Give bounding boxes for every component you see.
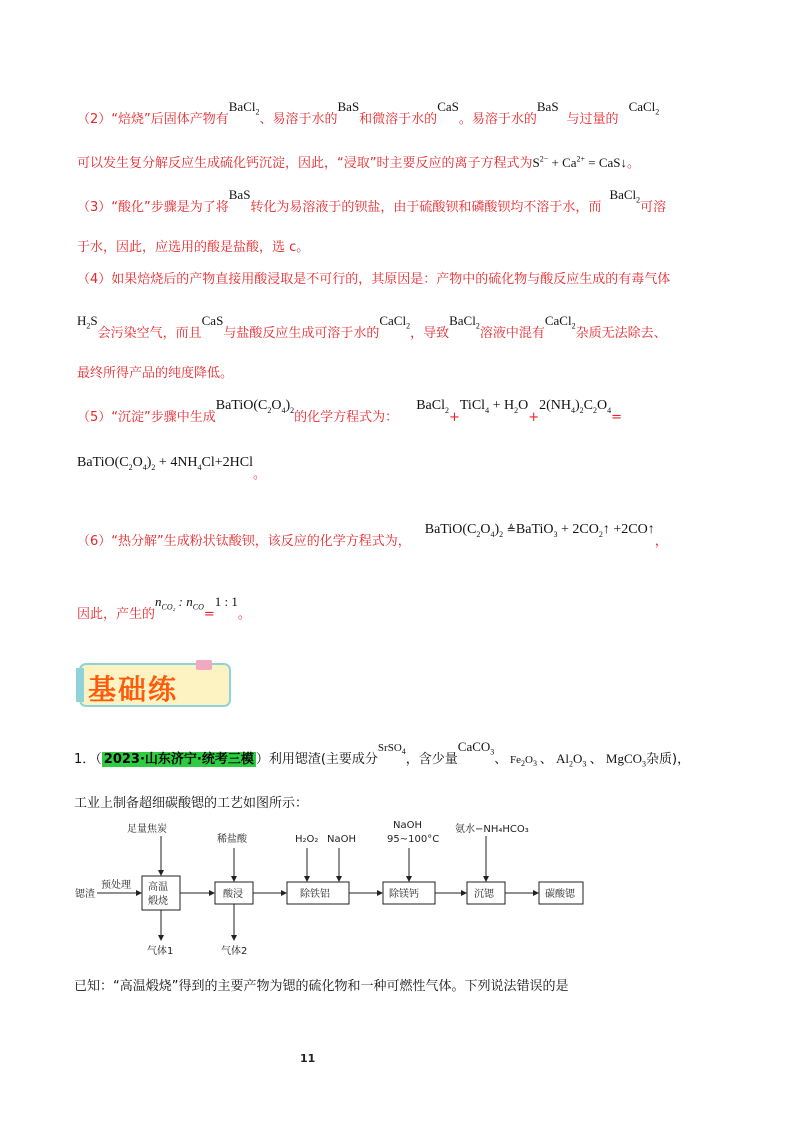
products-5: $BaTiO(C_2O_4)_2 + 4NH_4Cl+2HCl$ xyxy=(77,455,254,472)
section-banner xyxy=(76,660,234,710)
reagent-ammonia-nh4hco3: 氨水−NH₄HCO₃ xyxy=(455,824,529,835)
reactant-nh4-2c2o4: $2(NH_4)_2C_2O_4$ xyxy=(539,398,612,415)
answer-4-line-2: $H_2S$会污染空气，而且CaS与盐酸反应生成可溶于水的CaCl$_2$，导致BaCl$_2$溶液中混有CaCl$_2$杂质无法除去、 xyxy=(77,313,667,341)
flow-step-2: 酸浸 xyxy=(223,889,243,900)
banner-title: 基础练 xyxy=(88,673,179,706)
formula-cacl2-3: CaCl$_2$ xyxy=(544,313,576,331)
flow-step-1a: 高温 xyxy=(148,882,168,893)
answer-3-line-2: 于水，因此，应选用的酸是盐酸，选 c。 xyxy=(77,240,310,255)
page-number: 11 xyxy=(300,1052,316,1065)
answer-4-line-1: （4）如果焙烧后的产物直接用酸浸取是不可行的，其原因是：产物中的硫化物与酸反应生成的有毒气体 xyxy=(77,272,671,287)
flow-pretreatment: 预处理 xyxy=(101,880,131,891)
answer-3-line-1: （3）“酸化”步骤是为了将BaS转化为易溶液于的钡盐，由于硫酸钡和磷酸钡均不溶于水，而BaCl$_2$可溶 xyxy=(77,187,667,215)
formula-bacl2: BaCl$_2$ xyxy=(228,99,260,117)
formula-cacl2: CaCl$_2$ xyxy=(628,99,660,117)
ion-equation: $S^{2-} + Ca^{2+}$ = CaS↓ xyxy=(532,154,628,170)
question-source: 2023·山东济宁·统考三模 xyxy=(103,752,254,767)
ratio-nco2-nco: $n_{CO_2}$ : $n_{CO}$ xyxy=(155,594,204,612)
reagent-coke: 足量焦炭 xyxy=(127,824,167,835)
answer-5-line-2: $BaTiO(C_2O_4)_2 + 4NH_4Cl+2HCl$。 xyxy=(77,455,267,482)
formula-batio-c2o4: $BaTiO(C_2O_4)_2$ xyxy=(215,398,295,415)
flow-input: 锶渣 xyxy=(75,889,95,900)
question-1-known: 已知：“高温煅烧”得到的主要产物为锶的硫化物和一种可燃性气体。下列说法错误的是 xyxy=(74,979,569,994)
formula-cas-2: CaS xyxy=(201,313,224,328)
formula-cacl2-2: CaCl$_2$ xyxy=(379,313,411,331)
reagent-naoh-1: NaOH xyxy=(327,834,356,845)
flow-step-6: 碳酸锶 xyxy=(545,889,575,900)
flow-step-5: 沉锶 xyxy=(474,889,494,900)
formula-bas-2: BaS xyxy=(536,99,559,114)
flow-step-3: 除铁铝 xyxy=(300,889,330,900)
formula-bas-3: BaS xyxy=(228,187,251,202)
formula-bacl2-3: BaCl$_2$ xyxy=(449,313,480,331)
formula-mgco3: MgCO$_3$ xyxy=(602,751,647,769)
decomposition-equation: $BaTiO(C_2O_4)_2$ ≜BaTiO$_3$ + $2CO_2↑$ +2CO↑ xyxy=(424,522,655,539)
formula-al2o3: $Al_2O_3$ xyxy=(552,751,587,769)
answer-6-line-2: 因此，产生的$n_{CO_2}$ : $n_{CO}=1$ : 1。 xyxy=(77,594,251,622)
answer-4-line-3: 最终所得产品的纯度降低。 xyxy=(77,366,234,381)
reagent-h2o2: H₂O₂ xyxy=(295,834,319,845)
formula-h2s: $H_2S$ xyxy=(77,313,98,331)
formula-fe2o3: $Fe_2O_3$ xyxy=(507,754,537,769)
question-1-line-2: 工业上制备超细碳酸锶的工艺如图所示： xyxy=(74,796,309,811)
reagent-dilute-hcl: 稀盐酸 xyxy=(217,834,247,845)
answer-6-line-1: （6）“热分解”生成粉状钛酸钡，该反应的化学方程式为，$BaTiO(C_2O_4)_2$ ≜BaTiO$_3$ + $2CO_2↑$ +2CO↑， xyxy=(77,522,668,549)
ratio-value: 1 : 1 xyxy=(214,594,238,609)
gas-1: 气体1 xyxy=(147,946,174,957)
gas-2: 气体2 xyxy=(221,946,248,957)
formula-bas: BaS xyxy=(337,99,360,114)
question-1-line-1: 1．（ 2023·山东济宁·统考三模 ）利用锶渣(主要成分$^{SrSO_4}$，含少量CaCO$_3$、 $Fe_2O_3$ 、 $Al_2O_3$ 、 MgCO$_3$杂质)， xyxy=(74,739,691,769)
reactants-ticl4-h2o: TiCl$_4$ + $H_2O$ xyxy=(459,398,529,415)
reactant-bacl2: BaCl$_2$ xyxy=(416,398,449,415)
answer-2-line-1: （2）“焙烧”后固体产物有BaCl$_2$、易溶于水的BaS和微溶于水的CaS。易溶于水的BaS与过量的CaCl$_2$ xyxy=(77,99,660,127)
process-flow-diagram xyxy=(75,818,595,963)
reagent-naoh-2: NaOH xyxy=(393,820,422,831)
formula-cas: CaS xyxy=(437,99,459,114)
answer-2-line-2: 可以发生复分解反应生成硫化钙沉淀，因此，“浸取”时主要反应的离子方程式为$S^{2-} + Ca^{2+}$ = CaS↓。 xyxy=(77,154,641,171)
formula-bacl2-2: BaCl$_2$ xyxy=(609,187,641,205)
flow-step-4: 除镁钙 xyxy=(389,889,419,900)
flow-step-1b: 煅烧 xyxy=(148,896,168,907)
reagent-temperature: 95~100°C xyxy=(387,834,440,845)
formula-srso4: SrSO4 xyxy=(377,742,406,757)
answer-5-line-1: （5）“沉淀”步骤中生成$BaTiO(C_2O_4)_2$的化学方程式为：BaCl$_2$+TiCl$_4$ + $H_2O+2(NH_4)_2C_2O_4=$ xyxy=(77,398,623,425)
formula-caco3: CaCO$_3$ xyxy=(457,739,495,757)
